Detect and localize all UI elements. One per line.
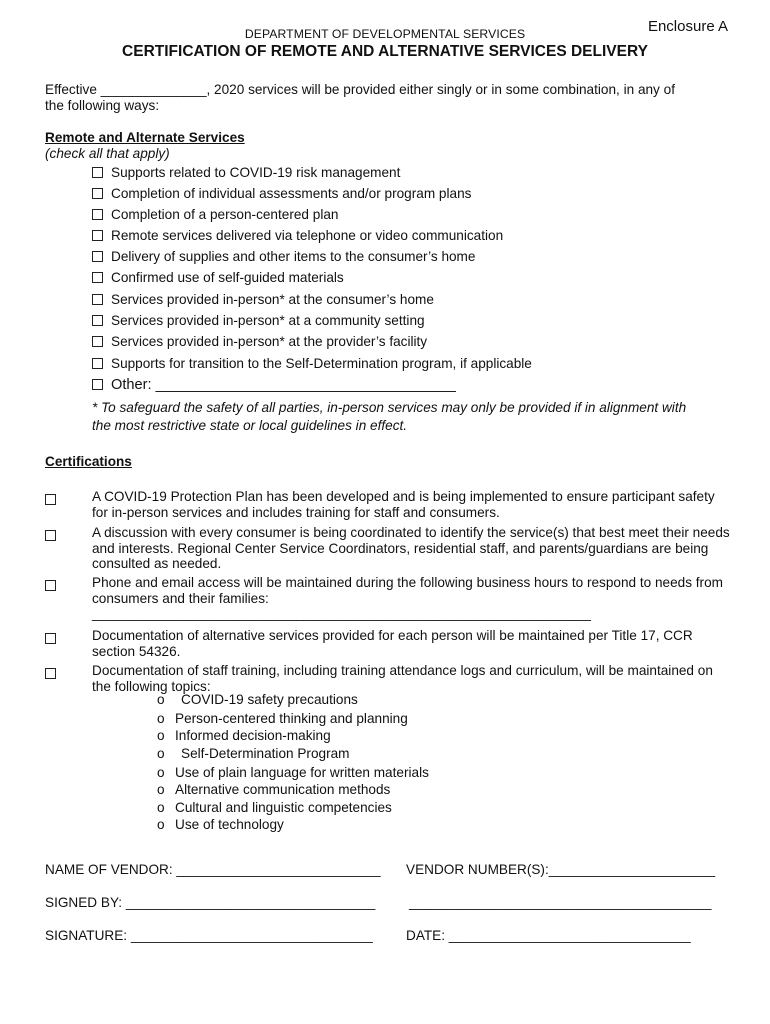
certification-text: A discussion with every consumer is being coordinated to identify the service(s) that best meet their needs and interests. Regional Center Service Coordinators, residential staff, and parents/guardians are being consulted as needed. xyxy=(92,525,730,571)
signature-field[interactable]: SIGNATURE: ________________________________ xyxy=(45,928,373,943)
certification-checkbox[interactable] xyxy=(45,578,64,593)
checkbox[interactable] xyxy=(92,251,103,262)
service-option-label: Services provided in-person* at a community setting xyxy=(111,313,425,328)
certification-checkbox[interactable] xyxy=(45,631,64,646)
enclosure-label: Enclosure A xyxy=(647,18,728,35)
services-instruction: (check all that apply) xyxy=(45,146,170,161)
service-option xyxy=(92,292,434,307)
intro-line-1: Effective ______________, 2020 services will be provided either singly or in some combination, in any of xyxy=(45,82,675,97)
services-footnote-1: * To safeguard the safety of all parties, in-person services may only be provided if in alignment with xyxy=(92,400,687,415)
department-name: DEPARTMENT OF DEVELOPMENTAL SERVICES xyxy=(244,27,526,41)
service-option xyxy=(92,313,425,328)
training-topic: o COVID-19 safety precautions xyxy=(157,692,358,707)
service-option-label: Supports related to COVID-19 risk management xyxy=(111,165,401,180)
vendor-name-field[interactable]: NAME OF VENDOR: ___________________________ xyxy=(45,862,381,877)
service-option-label: Remote services delivered via telephone or video communication xyxy=(111,228,504,243)
service-option xyxy=(92,249,475,264)
date-field[interactable]: DATE: ________________________________ xyxy=(406,928,691,943)
certifications-heading: Certifications xyxy=(45,454,132,469)
services-heading: Remote and Alternate Services xyxy=(45,130,245,145)
certification-text: Phone and email access will be maintained during the following business hours to respond to needs from consumers and their families: xyxy=(92,575,723,606)
service-option-label: Confirmed use of self-guided materials xyxy=(111,270,344,285)
signed-by-title-field[interactable]: ________________________________________ xyxy=(409,895,712,910)
service-option xyxy=(92,270,344,285)
service-option xyxy=(92,228,503,243)
certification-checkbox[interactable] xyxy=(45,528,64,543)
training-topic: o Self-Determination Program xyxy=(157,746,350,761)
service-option-label: Completion of individual assessments and/or program plans xyxy=(111,186,472,201)
checkbox[interactable] xyxy=(92,315,103,326)
checkbox[interactable] xyxy=(92,230,103,241)
checkbox[interactable] xyxy=(92,336,103,347)
service-option-label: Supports for transition to the Self-Determination program, if applicable xyxy=(111,356,532,371)
checkbox[interactable] xyxy=(92,379,103,390)
training-topic: o Alternative communication methods xyxy=(157,782,391,797)
checkbox[interactable] xyxy=(92,294,103,305)
checkbox[interactable] xyxy=(92,167,103,178)
service-option-label: Services provided in-person* at the consumer’s home xyxy=(111,292,434,307)
certification-text: A COVID-19 Protection Plan has been developed and is being implemented to ensure participant safety for in-person services and includes training for staff and consumers. xyxy=(92,489,715,520)
service-option xyxy=(92,207,338,222)
service-option-label: Delivery of supplies and other items to the consumer’s home xyxy=(111,249,476,264)
training-topic: o Use of technology xyxy=(157,817,284,832)
checkbox[interactable] xyxy=(92,272,103,283)
service-option-other xyxy=(92,377,456,393)
service-option-label: Services provided in-person* at the provider’s facility xyxy=(111,334,428,349)
intro-line-2: the following ways: xyxy=(45,98,160,113)
checkbox[interactable] xyxy=(92,188,103,199)
service-option xyxy=(92,165,400,180)
services-footnote-2: the most restrictive state or local guidelines in effect. xyxy=(92,418,408,433)
vendor-number-field[interactable]: VENDOR NUMBER(S):______________________ xyxy=(406,862,716,877)
checkbox[interactable] xyxy=(92,209,103,220)
service-option xyxy=(92,356,532,371)
training-topic: o Use of plain language for written materials xyxy=(157,765,429,780)
training-topic: o Person-centered thinking and planning xyxy=(157,711,408,726)
checkbox[interactable] xyxy=(92,358,103,369)
service-option xyxy=(92,334,427,349)
business-hours-line[interactable]: __________________________________________________________________ xyxy=(92,606,591,621)
certification-text: Documentation of staff training, including training attendance logs and curriculum, will be maintained on the following topics: xyxy=(92,663,713,694)
certification-checkbox[interactable] xyxy=(45,492,64,507)
certification-checkbox[interactable] xyxy=(45,666,64,681)
service-option xyxy=(92,186,471,201)
service-option-label: Completion of a person-centered plan xyxy=(111,207,339,222)
signed-by-field[interactable]: SIGNED BY: _________________________________ xyxy=(45,895,376,910)
training-topic: o Cultural and linguistic competencies xyxy=(157,800,392,815)
certification-text: Documentation of alternative services provided for each person will be maintained per Title 17, CCR section 54326. xyxy=(92,628,693,659)
document-title: CERTIFICATION OF REMOTE AND ALTERNATIVE SERVICES DELIVERY xyxy=(122,43,648,60)
training-topic: o Informed decision-making xyxy=(157,728,331,743)
service-option-label: Other: _____________________________________ xyxy=(111,377,456,393)
